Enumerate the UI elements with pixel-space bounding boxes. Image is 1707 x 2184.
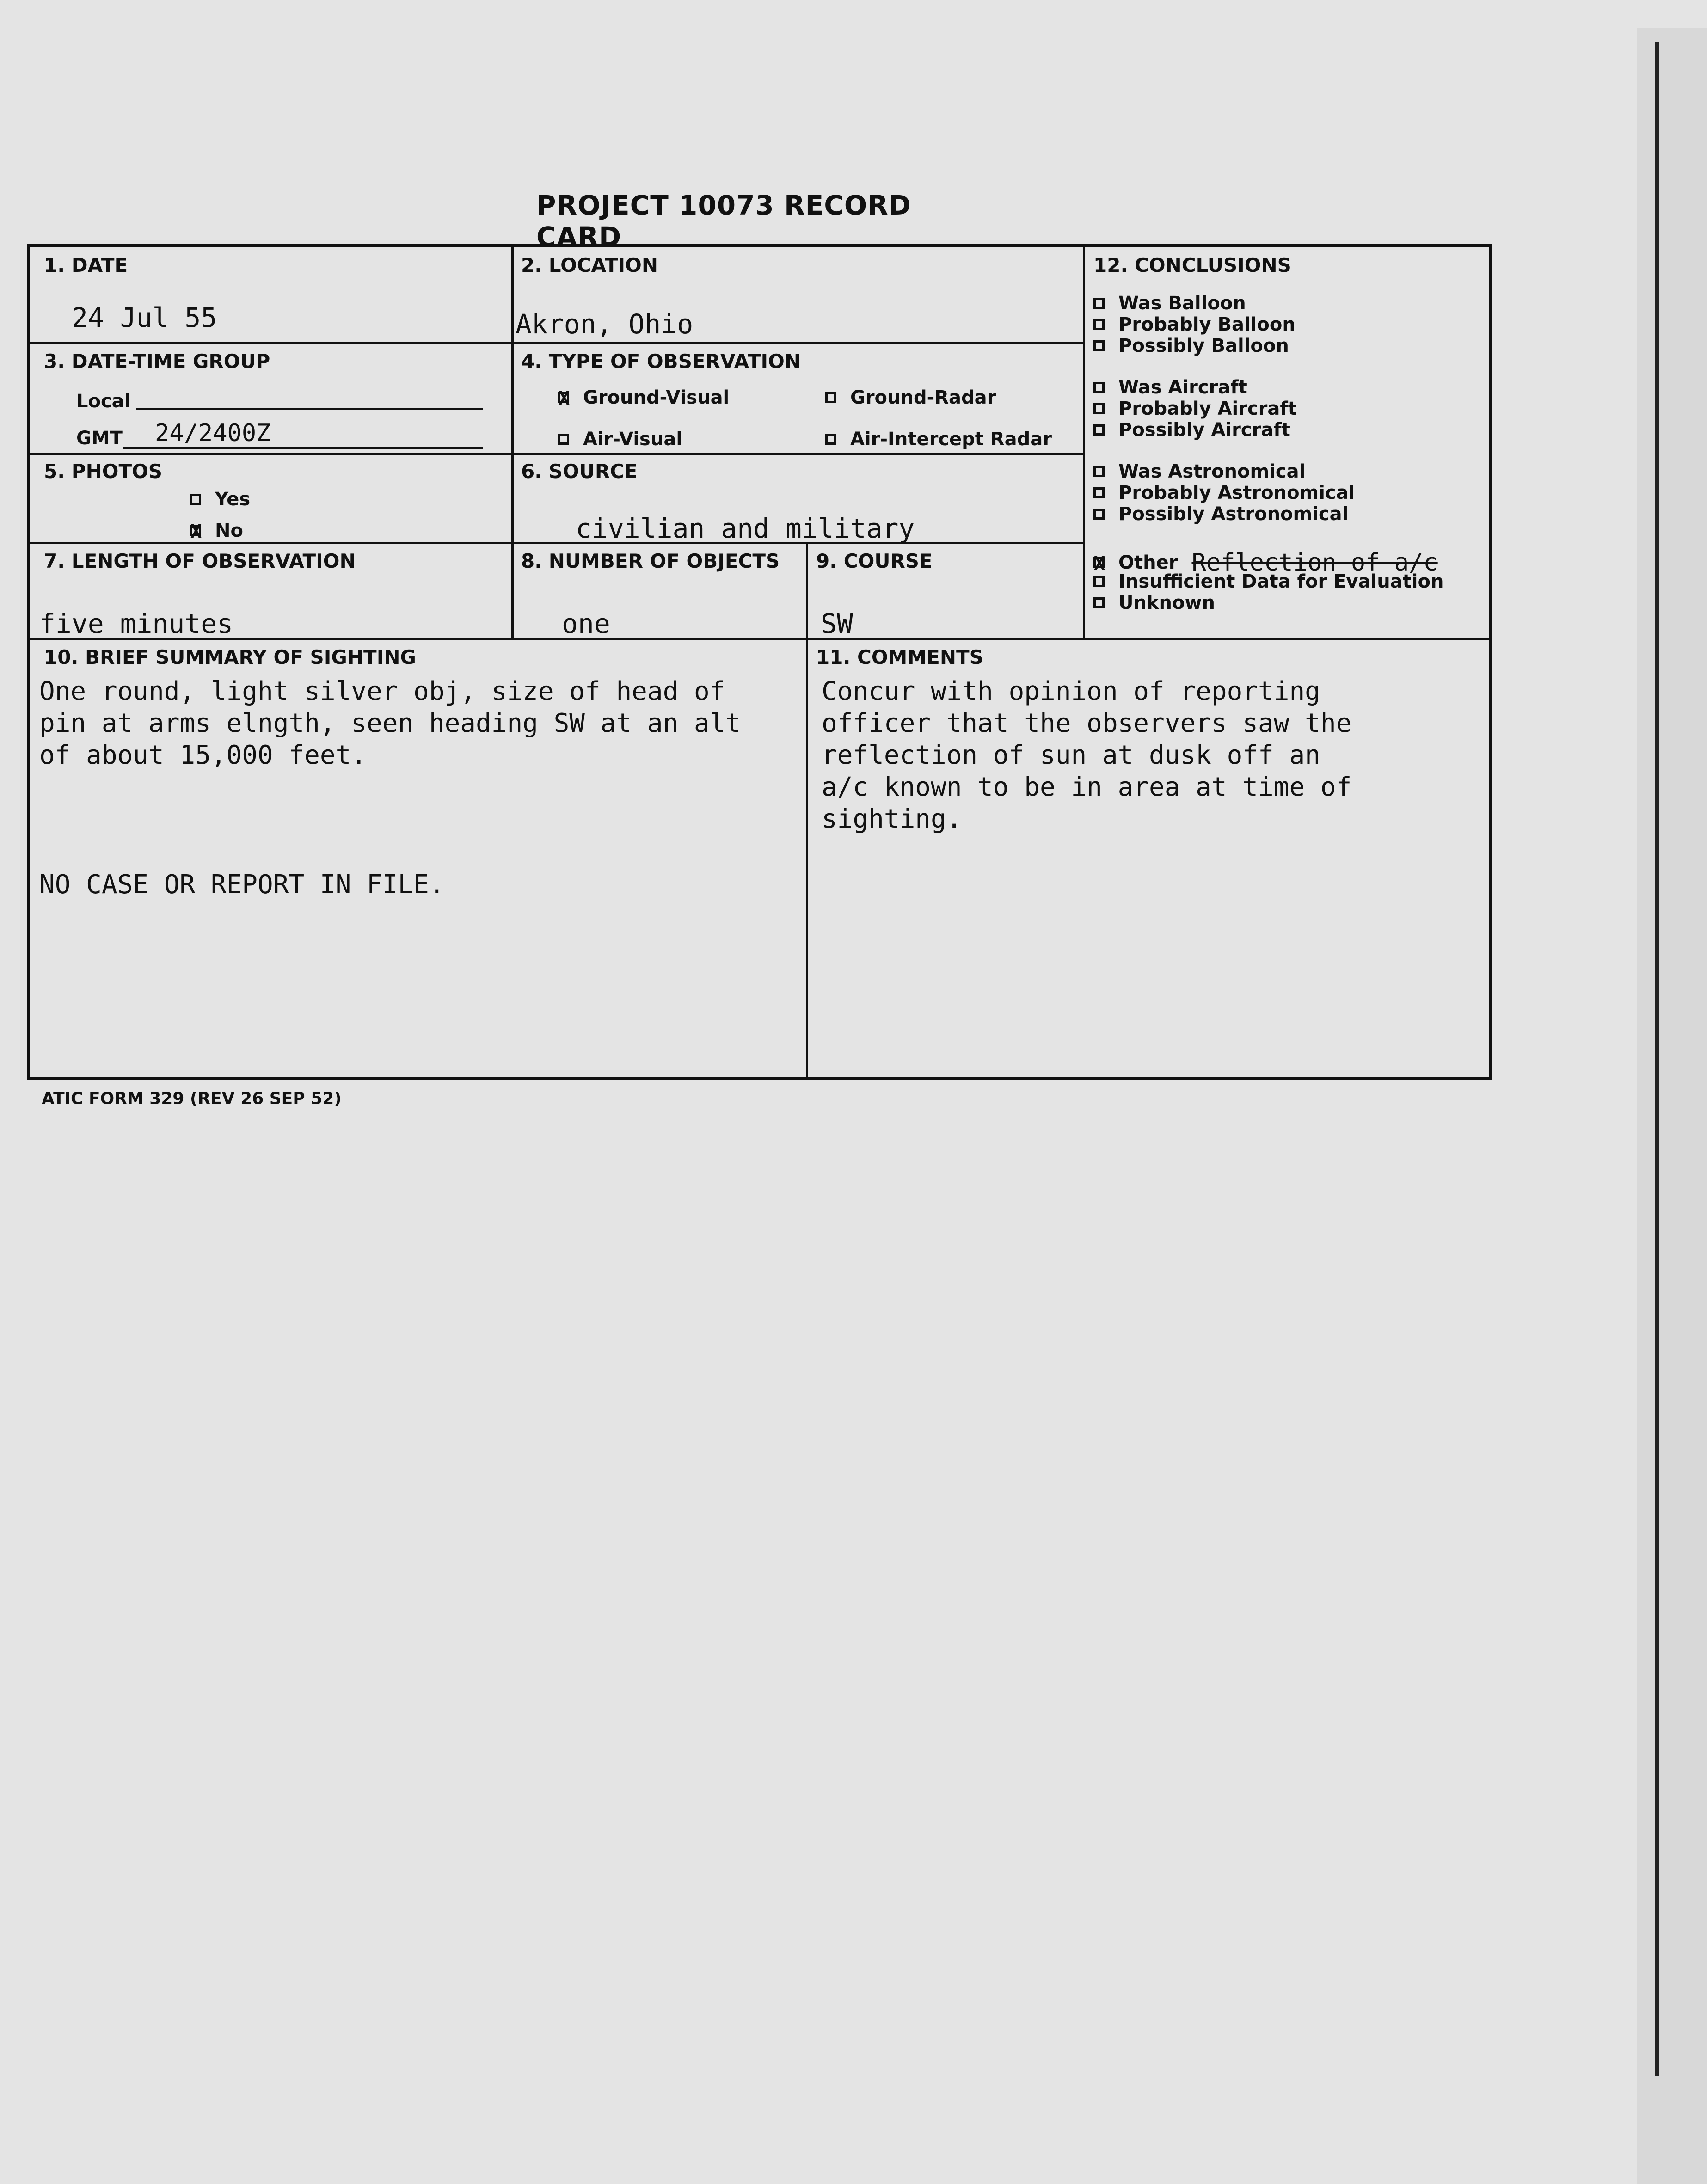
option-label: Unknown — [1118, 592, 1215, 613]
option-label: Was Astronomical — [1118, 461, 1306, 482]
divider — [30, 542, 1083, 544]
option-label: Was Balloon — [1118, 293, 1246, 314]
option-label: Insufficient Data for Evaluation — [1118, 571, 1444, 592]
date-value: 24 Jul 55 — [72, 302, 217, 333]
divider — [30, 453, 1083, 455]
option-label: Probably Astronomical — [1118, 482, 1355, 503]
course-value: SW — [821, 608, 853, 639]
location-value: Akron, Ohio — [516, 308, 694, 340]
form-footer: ATIC FORM 329 (REV 26 SEP 52) — [42, 1089, 342, 1108]
page-shadow — [1655, 42, 1659, 2076]
checkbox-icon — [1093, 597, 1105, 608]
conclusion-possibly-astronomical — [1093, 503, 1348, 525]
checkbox-icon — [825, 434, 836, 445]
divider — [806, 542, 808, 1077]
course-label: 9. COURSE — [816, 550, 933, 572]
gmt-label: GMT — [76, 428, 123, 449]
divider — [1083, 247, 1085, 638]
option-photos-no — [190, 520, 243, 541]
option-label: Probably Balloon — [1118, 314, 1296, 335]
page-edge — [1637, 28, 1707, 2184]
checkbox-icon — [1093, 466, 1105, 477]
gmt-value: 24/2400Z — [155, 419, 271, 447]
length-of-observation-value: five minutes — [39, 608, 233, 639]
checkbox-icon — [1093, 319, 1105, 330]
checkbox-icon — [558, 434, 569, 445]
option-label: Probably Aircraft — [1118, 398, 1297, 419]
checkbox-icon — [1093, 509, 1105, 520]
divider — [511, 542, 514, 638]
number-of-objects-label: 8. NUMBER OF OBJECTS — [521, 550, 780, 572]
option-label: Possibly Balloon — [1118, 335, 1289, 356]
checkbox-icon — [1093, 424, 1105, 436]
option-label: Other — [1118, 552, 1178, 573]
checkbox-icon — [1093, 487, 1105, 498]
type-of-observation-label: 4. TYPE OF OBSERVATION — [521, 350, 801, 373]
conclusion-probably-astronomical — [1093, 482, 1355, 503]
comments-label: 11. COMMENTS — [816, 646, 983, 669]
option-label: No — [215, 520, 243, 541]
source-value: civilian and military — [576, 513, 915, 544]
conclusion-was-aircraft — [1093, 377, 1247, 398]
option-label: Ground-Visual — [583, 387, 730, 408]
option-ground-visual — [558, 387, 729, 408]
conclusion-unknown — [1093, 592, 1215, 613]
conclusion-was-balloon — [1093, 293, 1246, 314]
divider — [30, 638, 1489, 640]
date-time-group-label: 3. DATE-TIME GROUP — [44, 350, 270, 373]
checkbox-icon — [1093, 340, 1105, 351]
checkbox-icon — [558, 392, 569, 403]
conclusion-possibly-aircraft — [1093, 419, 1290, 441]
checkbox-icon — [1093, 298, 1105, 309]
divider — [30, 342, 1083, 344]
option-label: Yes — [215, 489, 251, 510]
comments-value: Concur with opinion of reporting officer that the observers saw the reflection of sun at dusk off an a/c known to be in area at time of sighting. — [822, 676, 1352, 834]
date-label: 1. DATE — [44, 254, 128, 276]
checkbox-icon — [825, 392, 836, 403]
option-label: Ground-Radar — [850, 387, 996, 408]
card-title: PROJECT 10073 RECORD CARD — [536, 190, 911, 252]
number-of-objects-value: one — [562, 608, 610, 639]
option-air-intercept-radar — [825, 429, 1052, 450]
checkbox-icon — [190, 525, 201, 536]
conclusion-probably-aircraft — [1093, 398, 1297, 419]
length-of-observation-label: 7. LENGTH OF OBSERVATION — [44, 550, 356, 572]
conclusion-was-astronomical — [1093, 461, 1305, 482]
conclusion-possibly-balloon — [1093, 335, 1289, 356]
option-label: Air-Intercept Radar — [850, 429, 1052, 450]
local-label: Local — [76, 391, 131, 412]
checkbox-icon — [1093, 382, 1105, 393]
source-label: 6. SOURCE — [521, 460, 638, 483]
option-label: Was Aircraft — [1118, 377, 1247, 398]
checkbox-icon — [190, 494, 201, 505]
local-line — [136, 408, 483, 410]
photos-label: 5. PHOTOS — [44, 460, 163, 483]
option-ground-radar — [825, 387, 996, 408]
location-label: 2. LOCATION — [521, 254, 658, 276]
checkbox-icon — [1093, 557, 1105, 568]
option-label: Possibly Aircraft — [1118, 419, 1290, 441]
option-air-visual — [558, 429, 682, 450]
conclusion-probably-balloon — [1093, 314, 1296, 335]
divider — [511, 247, 514, 542]
brief-summary-value: One round, light silver obj, size of head of pin at arms elngth, seen heading SW at an alt of about 15,000 feet. — [39, 676, 741, 770]
conclusions-label: 12. CONCLUSIONS — [1093, 254, 1291, 276]
option-label: Air-Visual — [583, 429, 683, 450]
record-card — [27, 244, 1492, 1080]
gmt-line — [123, 447, 483, 449]
checkbox-icon — [1093, 403, 1105, 414]
conclusion-insufficient-data — [1093, 571, 1443, 592]
option-label: Possibly Astronomical — [1118, 503, 1349, 525]
other-value: Reflection of a/c — [1191, 549, 1438, 577]
checkbox-icon — [1093, 576, 1105, 587]
brief-summary-label: 10. BRIEF SUMMARY OF SIGHTING — [44, 646, 416, 669]
brief-summary-note: NO CASE OR REPORT IN FILE. — [39, 870, 445, 900]
option-photos-yes — [190, 489, 250, 510]
